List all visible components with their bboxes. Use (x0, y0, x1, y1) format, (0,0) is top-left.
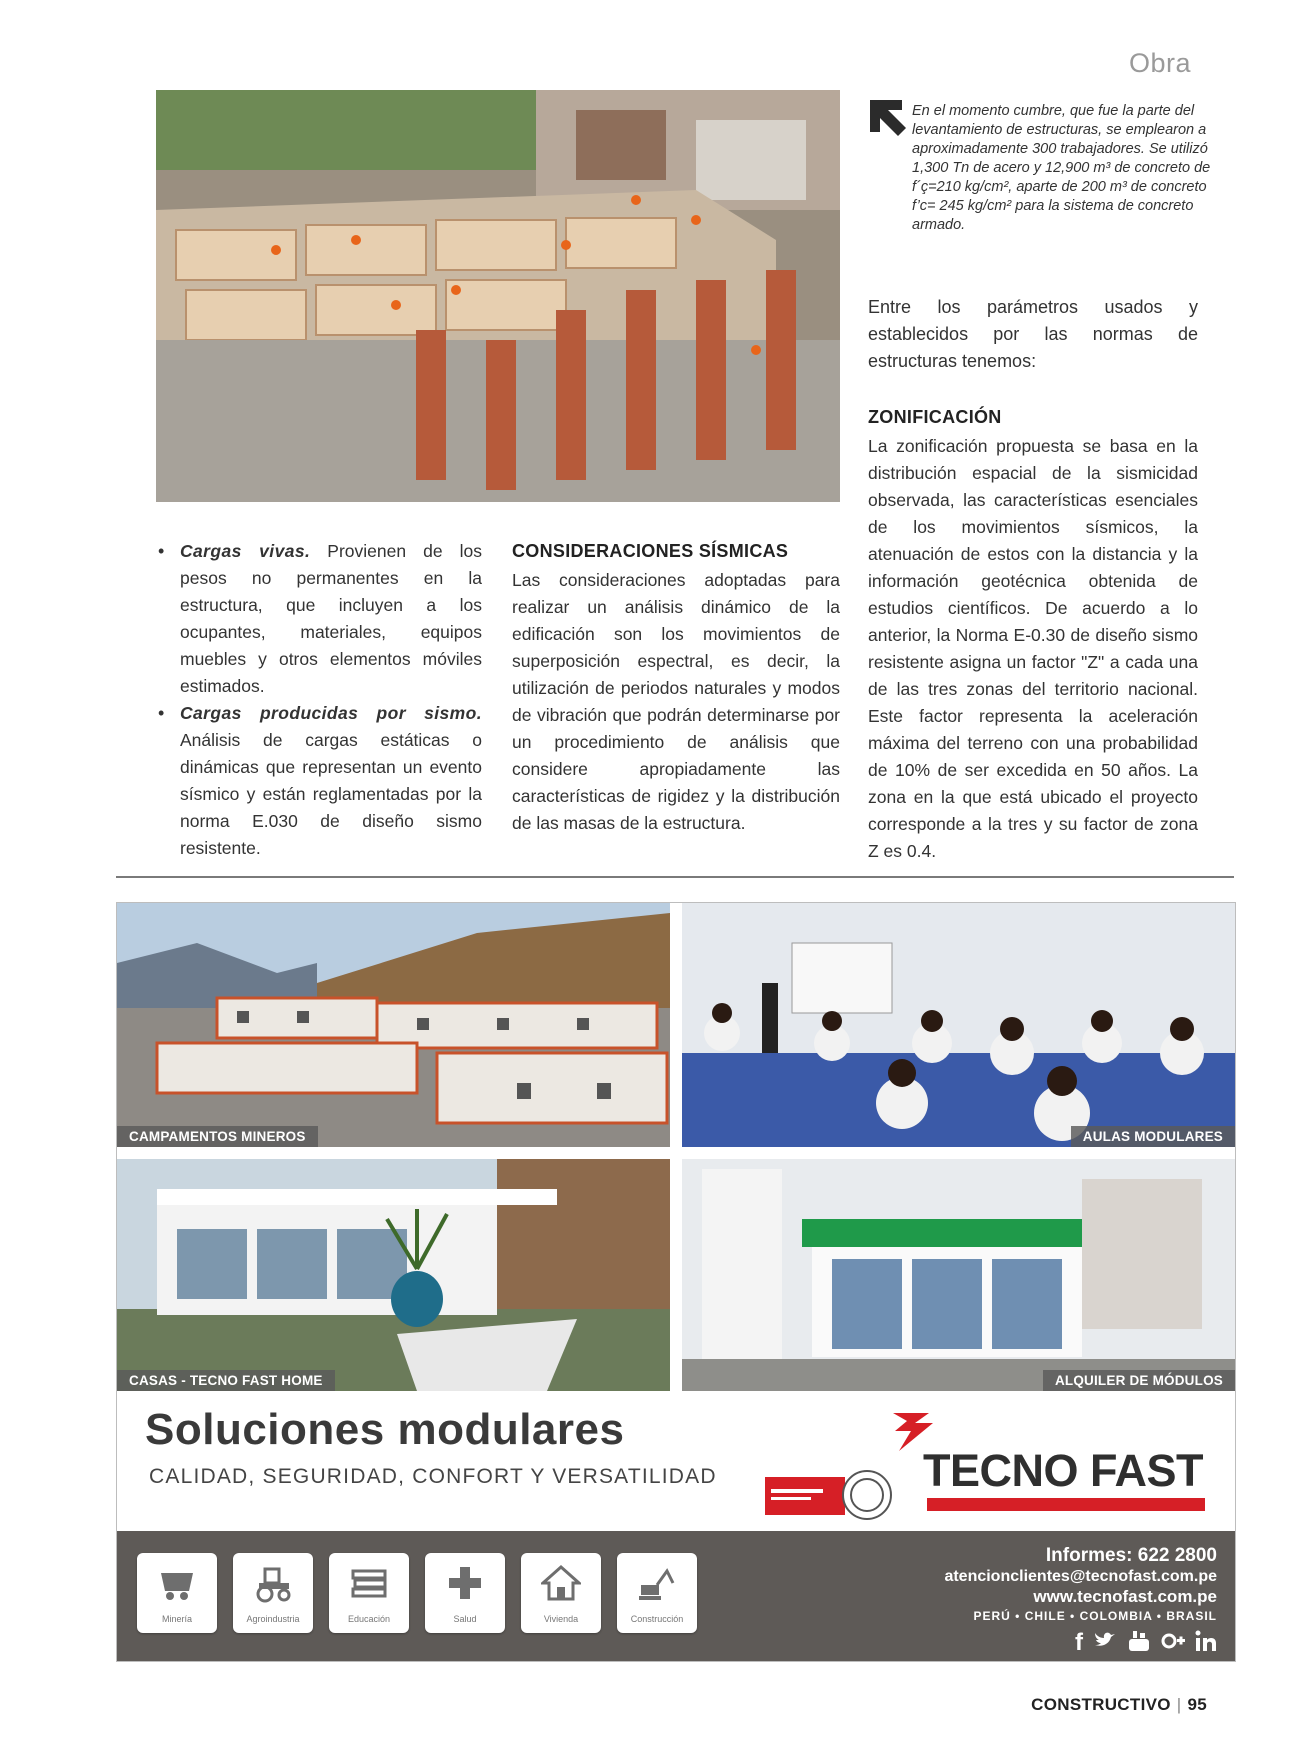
tile-label: CASAS - TECNO FAST HOME (117, 1370, 335, 1391)
contact-countries: PERÚ • CHILE • COLOMBIA • BRASIL (973, 1609, 1217, 1623)
house-icon (541, 1563, 581, 1603)
tile-label: CAMPAMENTOS MINEROS (117, 1126, 318, 1147)
column-loads (156, 538, 482, 862)
contact-website[interactable]: www.tecnofast.com.pe (1033, 1587, 1217, 1606)
intro-paragraph: Entre los parámetros usados y establecidos por las normas de estructuras tenemos: (868, 297, 1198, 371)
twitter-icon[interactable] (1093, 1629, 1117, 1660)
sector-health (425, 1553, 505, 1633)
youtube-icon[interactable] (1127, 1629, 1151, 1660)
contact-band (117, 1531, 1235, 1661)
contact-phone: Informes: 622 2800 (1045, 1545, 1217, 1566)
list-item (156, 538, 482, 700)
tile-label: AULAS MODULARES (1071, 1126, 1235, 1147)
sector-label: Educación (347, 1614, 391, 1624)
ad-subtitle: CALIDAD, SEGURIDAD, CONFORT Y VERSATILIDAD (149, 1465, 717, 1488)
sector-label: Construcción (630, 1614, 684, 1624)
divider (116, 876, 1234, 878)
health-cross-icon (445, 1563, 485, 1603)
excavator-icon (637, 1563, 677, 1603)
list-item-text: Análisis de cargas estáticas o dinámicas que representan un evento sísmico y están reglamentadas por la norma E.030 de diseño sismo resistente. (180, 730, 482, 858)
google-plus-icon[interactable] (1161, 1629, 1185, 1660)
sector-education (329, 1553, 409, 1633)
ad-title: Soluciones modulares (145, 1405, 625, 1454)
sector-housing (521, 1553, 601, 1633)
sector-construction (617, 1553, 697, 1633)
ad-photo-classroom (682, 903, 1235, 1147)
list-item-term: Cargas producidas por sismo. (180, 703, 482, 723)
list-item (156, 700, 482, 862)
tile-label: ALQUILER DE MÓDULOS (1043, 1370, 1235, 1391)
sector-label: Agroindustria (246, 1614, 300, 1624)
page-footer: CONSTRUCTIVO | 95 (1031, 1695, 1207, 1714)
sector-agro (233, 1553, 313, 1633)
brand-name: TECNO FAST (923, 1445, 1204, 1496)
section-heading: ZONIFICACIÓN (868, 407, 1002, 427)
photo-caption: En el momento cumbre, que fue la parte del levantamiento de estructuras, se emplearon a aproximadamente 300 trabajadores. Se utilizó 1,300 Tn de acero y 12,900 m³ de concreto de f´ç=210 kg/cm², aparte de 200 m³ de concreto f’c= 245 kg/cm² para la sistema de concreto armado. (912, 103, 1211, 233)
list-item-text: Provienen de los pesos no permanentes en la estructura, que incluyen a los ocupantes, materiales, equipos muebles y otros elementos móviles estimados. (180, 541, 482, 696)
social-links (944, 1629, 1217, 1660)
sector-mining (137, 1553, 217, 1633)
sector-label: Vivienda (543, 1614, 579, 1624)
facebook-icon[interactable]: f (1075, 1629, 1083, 1656)
section-tag: Obra (1128, 48, 1191, 78)
magazine-name: CONSTRUCTIVO (1031, 1695, 1171, 1714)
ad-photo-home (117, 1159, 670, 1391)
certification-seal-icon (765, 1467, 895, 1521)
sector-label: Minería (161, 1614, 192, 1624)
books-icon (349, 1563, 389, 1603)
ad-photo-mining-camp (117, 903, 670, 1147)
sector-label: Salud (453, 1614, 477, 1624)
advertisement (116, 902, 1236, 1662)
contact-email[interactable]: atencionclientes@tecnofast.com.pe (944, 1568, 1217, 1585)
linkedin-icon[interactable] (1195, 1629, 1217, 1660)
construction-photo (156, 90, 840, 502)
arrow-icon (868, 98, 908, 138)
ad-photo-rental (682, 1159, 1235, 1391)
section-heading: CONSIDERACIONES SÍSMICAS (512, 541, 789, 561)
tractor-icon (253, 1563, 293, 1603)
list-item-term: Cargas vivas. (180, 541, 311, 561)
section-body: Las consideraciones adoptadas para realizar un análisis dinámico de la edificación son los movimientos de superposición espectral, es decir, la utilización de periodos naturales y modos de vibración que podrán determinarse por un procedimiento de análisis que considere apropiadamente las características de rigidez y la distribución de las masas de la estructura. (512, 570, 840, 833)
brand-bar (927, 1498, 1205, 1511)
section-body: La zonificación propuesta se basa en la distribución espacial de la sismicidad observada, las características esenciales de los movimientos sísmicos, la atenuación de estos con la distancia y la información geotécnica obtenida de estudios científicos. De acuerdo a lo anterior, la Norma E-0.30 de diseño sismo resistente asigna un factor "Z" a cada una de las tres zonas del territorio nacional. Este factor representa la aceleración máxima del terreno con una probabilidad de 10% de ser excedida en 50 años. La zona en la que está ubicado el proyecto corresponde a la tres y su factor de zona Z es 0.4. (868, 436, 1198, 861)
contact-info (944, 1545, 1217, 1660)
mining-cart-icon (157, 1563, 197, 1603)
column-zoning (868, 404, 1198, 865)
column-seismic (512, 538, 840, 837)
page-number: 95 (1187, 1695, 1207, 1714)
